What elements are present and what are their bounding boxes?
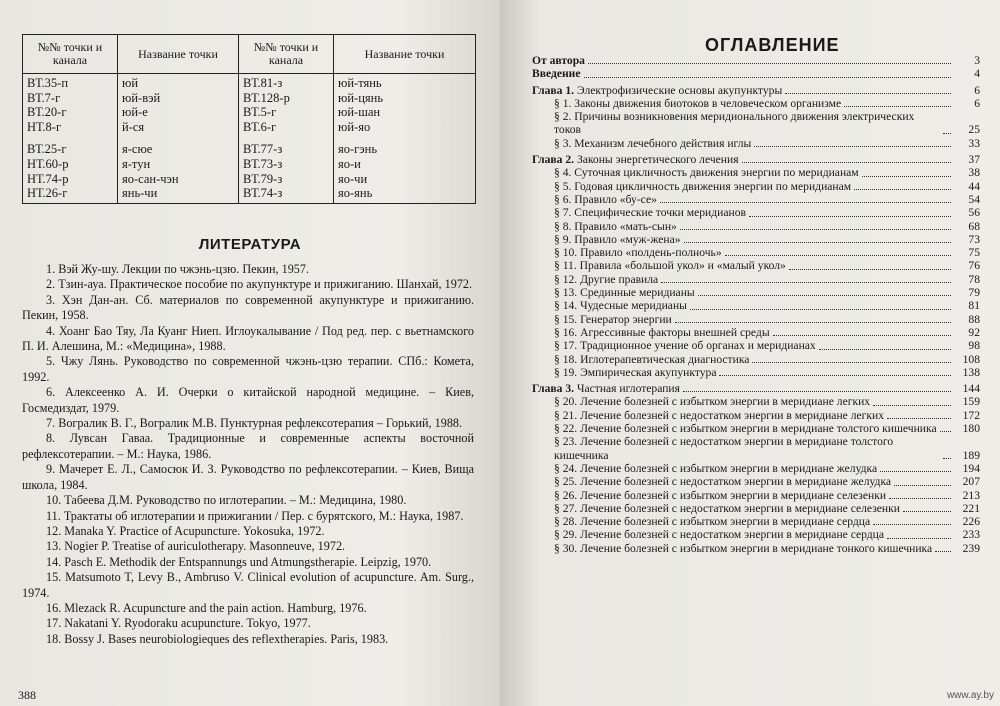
dot-leader [873,405,951,406]
dot-leader [588,63,951,64]
watermark-text: www.ay.by [946,690,994,701]
toc-page-number: 226 [962,515,980,529]
cell-line: яо-гэнь [338,142,378,157]
dot-leader [742,162,951,163]
cell-line: НТ.60-р [27,156,69,171]
chapter-label: Глава 1. [532,83,575,97]
reference-item: 8. Лувсан Гаваа. Традиционные и современные аспекты восточной рефлексотерапии. – М.: Наука, 1986. [22,431,474,461]
toc-page-number: 79 [968,286,980,300]
toc-entry-text: § 19. Эмпирическая акупунктура [554,365,717,379]
cell-line: ВТ.74-з [243,186,283,201]
cell-line: й-ся [122,119,145,134]
toc-entry [532,193,980,206]
toc-entry [532,97,980,110]
cell-line: ВТ.73-з [243,156,283,171]
toc-entry-text: § 6. Правило «бу-се» [554,192,657,206]
toc-page-number: 172 [962,408,980,422]
toc-entry [532,339,980,352]
toc-page-number: 98 [968,339,980,353]
dot-leader [684,242,951,243]
cell-line: юй-шан [338,105,381,120]
toc-entry [532,395,980,408]
toc-entry-text: § 15. Генератор энергии [554,312,672,326]
dot-leader [873,524,951,525]
dot-leader [725,255,951,256]
table-cell [118,74,239,204]
dot-leader [719,375,951,376]
toc-page-number: 37 [968,153,980,167]
acupoint-table [22,34,476,204]
cell-line: ВТ.128-р [243,90,290,105]
toc-entry [532,166,980,179]
cell-line: ВТ.5-г [243,105,277,120]
table-header: Название точки [334,35,476,74]
reference-item: 7. Вогралик В. Г., Вогралик М.В. Пунктурная рефлексотерапия – Горький, 1988. [46,416,463,431]
toc-entry [532,220,980,233]
toc-page-number: 180 [962,422,980,436]
table-cell [334,74,476,204]
toc-entry-text [532,84,782,97]
chapter-label: Глава 3. [532,382,575,396]
toc-entry [532,475,980,488]
toc-entry [532,326,980,339]
chapter-label: Глава 2. [532,153,575,167]
dot-leader [943,133,951,134]
toc-entry [532,206,980,219]
toc-page-number: 194 [962,461,980,475]
chapter-title: Законы энергетического лечения [576,153,739,167]
reference-item: 3. Хэн Дан-ан. Сб. материалов по современной акупунктуре и прижиганию. Пекин, 1958. [22,292,474,323]
toc-entry-text: § 23. Лечение болезней с недостатком энергии в меридиане толстого кишечника [554,435,894,462]
toc-entry [532,435,980,462]
toc-page-number: 76 [968,259,980,273]
chapter-title: Частная иглотерапия [576,382,680,396]
chapter-title: Электрофизические основы акупунктуры [576,83,783,97]
cell-line: ВТ.79-з [243,171,283,186]
cell-line: ВТ.25-г [27,142,67,157]
toc-page-number: 78 [968,272,980,286]
toc-entry [532,273,980,286]
toc-page-number: 144 [962,382,980,396]
dot-leader [754,146,951,147]
reference-item: 14. Pasch E. Methodik der Entspannungs und Atmungstherapie. Leipzig, 1970. [46,554,432,569]
reference-item: 13. Nogier P. Treatise of auriculotherapy. Masonneuve, 1972. [46,539,346,554]
dot-leader [935,551,951,552]
toc-entry [532,180,980,193]
toc-entry-text: § 26. Лечение болезней с избытком энергии в меридиане селезенки [554,488,887,502]
dot-leader [887,418,951,419]
toc-entry [532,233,980,246]
toc-page-number: 213 [962,488,980,502]
cell-line: НТ.74-р [27,171,69,186]
dot-leader [940,431,951,432]
toc-entry [532,422,980,435]
dot-leader [844,106,951,107]
cell-line: я-тун [122,156,151,171]
toc-page-number: 233 [962,528,980,542]
reference-item: 1. Вэй Жу-шу. Лекции по чжэнь-цзю. Пекин, 1957. [46,262,310,276]
toc-page-number: 88 [968,312,980,326]
table-cell [23,74,118,204]
toc-entry-text: § 9. Правило «муж-жена» [554,232,681,246]
toc-entry [532,462,980,475]
toc-entry-text: От автора [532,54,585,67]
cell-line: яо-сан-чэн [122,171,179,186]
page-number: 388 [18,688,36,702]
dot-leader [661,282,951,283]
toc-entry [532,54,980,67]
toc-entry [532,110,980,137]
dot-leader [785,93,951,94]
toc-page-number: 73 [968,232,980,246]
reference-list [22,262,474,647]
reference-item: 15. Matsumoto T, Levy B., Ambruso V. Clinical evolution of acupuncture. Am. Surg., 1974. [22,570,474,600]
toc-entry-text [532,153,739,166]
toc-page-number: 3 [974,54,980,67]
dot-leader [819,349,951,350]
toc-entry [532,502,980,515]
toc-page-number: 108 [962,352,980,366]
reference-item: 18. Bossy J. Bases neurobiologieques des reflextherapies. Paris, 1983. [46,631,389,646]
cell-line: юй-яо [338,119,371,134]
toc-page-number: 92 [968,325,980,339]
table-row [23,74,476,204]
toc-entry-text: § 8. Правило «мать-сын» [554,219,677,233]
toc-entry [532,259,980,272]
toc-page-number: 44 [968,179,980,193]
cell-line: юй-тянь [338,76,382,90]
dot-leader [894,485,951,486]
cell-line: юй-вэй [122,90,161,105]
cell-line: яо-янь [338,186,373,201]
toc-entry-text: § 1. Законы движения биотоков в человеческом организме [554,96,842,110]
toc-entry [532,353,980,366]
toc-entry-text: § 13. Срединные меридианы [554,286,695,300]
toc-entry [532,409,980,422]
table-header: №№ точки и канала [239,35,334,74]
table-cell [239,74,334,204]
cell-line: ВТ.35-п [27,76,69,90]
cell-line: ВТ.81-з [243,76,283,90]
toc-page-number: 138 [962,365,980,379]
dot-leader [943,458,951,459]
toc-entry-text: § 20. Лечение болезней с избытком энергии в меридиане легких [554,395,871,409]
cell-line: я-сюе [122,142,153,157]
dot-leader [680,229,951,230]
toc-entry-text: § 21. Лечение болезней с недостатком энергии в меридиане легких [554,408,885,422]
toc-entry [532,382,980,395]
reference-item: 16. Mlezack R. Acupuncture and the pain action. Hamburg, 1976. [46,600,367,615]
cell-line: юй [122,76,139,90]
reference-item: 4. Хоанг Бао Тяу, Ла Куанг Ниеп. Иглоукалывание / Под ред. пер. с вьетнамского П. И. Алешина, М.: «Медицина», 1988. [22,323,474,354]
dot-leader [584,77,951,78]
cell-line: юй-е [122,105,148,120]
cell-line: янь-чи [122,186,158,201]
toc-entry-text: § 5. Годовая цикличность движения энергии по меридианам [554,179,852,193]
toc-page-number: 54 [968,192,980,206]
toc-entry [532,286,980,299]
reference-item: 12. Manaka Y. Practice of Acupuncture. Yokosuka, 1972. [46,523,325,538]
toc-page-number: 75 [968,246,980,260]
toc-entry [532,515,980,528]
table-header: Название точки [118,35,239,74]
table-header-row [23,35,476,74]
toc-page-number: 239 [962,541,980,555]
toc-entry-text: § 7. Специфические точки меридианов [554,206,746,220]
toc-entry-text: § 24. Лечение болезней с избытком энергии в меридиане желудка [554,461,878,475]
reference-item: 9. Мачерет Е. Л., Самосюк И. З. Руководство по рефлексотерапии. – Киев, Вища школа, 1984. [22,462,474,492]
cell-line: НТ.8-г [27,119,62,134]
cell-line: НТ.26-г [27,186,68,201]
toc-entry-text: § 14. Чудесные меридианы [554,299,687,313]
cell-line: ВТ.20-г [27,105,67,120]
toc-page-number: 33 [968,136,980,150]
dot-leader [690,309,951,310]
dot-leader [683,391,951,392]
toc-entry-text: § 12. Другие правила [554,272,659,286]
toc-page-number: 68 [968,219,980,233]
toc-entry [532,137,980,150]
reference-item: 5. Чжу Лянь. Руководство по современной чжэнь-цзю терапии. СПб.: Комета, 1992. [22,354,474,384]
toc-page-number: 38 [968,166,980,180]
reference-item: 10. Табеева Д.М. Руководство по иглотерапии. – М.: Медицина, 1980. [46,493,407,508]
dot-leader [854,189,951,190]
toc-page-number: 207 [962,475,980,489]
table-of-contents [532,54,980,555]
toc-page-number: 81 [968,299,980,313]
toc-entry-text: § 18. Иглотерапевтическая диагностика [554,352,750,366]
dot-leader [698,295,951,296]
toc-entry-text: § 22. Лечение болезней с избытком энергии в меридиане толстого кишечника [554,422,937,436]
toc-entry-text: Введение [532,67,581,81]
toc-entry-text: § 10. Правило «полдень-полночь» [554,246,722,260]
table-header: №№ точки и канала [23,35,118,74]
toc-entry [532,299,980,312]
toc-entry-text: § 16. Агрессивные факторы внешней среды [554,325,770,339]
toc-entry-text: § 25. Лечение болезней с недостатком энергии в меридиане желудка [554,475,892,489]
toc-page-number: 25 [968,123,980,137]
toc-entry [532,542,980,555]
toc-page-number: 221 [962,501,980,515]
reference-item: 11. Трактаты об иглотерапии и прижигании / Пер. с бурятского, М.: Наука, 1987. [46,508,464,523]
cell-line: ВТ.7-г [27,90,61,105]
dot-leader [660,202,951,203]
dot-leader [903,511,951,512]
toc-entry [532,153,980,166]
dot-leader [749,216,951,217]
reference-item: 6. Алексеенко А. И. Очерки о китайской народной медицине. – Киев, Госмедиздат, 1979. [22,385,474,415]
toc-page-number: 6 [974,83,980,97]
toc-entry [532,84,980,97]
toc-entry [532,489,980,502]
reference-item: 17. Nakatani Y. Ryodoraku acupuncture. Tokyo, 1977. [46,616,311,631]
toc-page-number: 6 [974,96,980,110]
toc-page-number: 189 [962,448,980,462]
toc-entry-text: § 2. Причины возникновения меридионального движения электрических токов [554,110,915,137]
toc-entry [532,313,980,326]
dot-leader [773,335,951,336]
literature-title: ЛИТЕРАТУРА [198,236,302,253]
toc-entry-text [532,382,680,395]
toc-title: ОГЛАВЛЕНИЕ [705,35,840,55]
reference-item: 2. Тзин-ауа. Практическое пособие по акупунктуре и прижиганию. Шанхай, 1972. [46,277,473,292]
toc-entry [532,528,980,541]
toc-entry [532,366,980,379]
toc-entry-text: § 30. Лечение болезней с избытком энергии в меридиане тонкого кишечника [554,541,933,555]
toc-page-number: 4 [974,67,980,81]
dot-leader [862,176,951,177]
dot-leader [880,471,951,472]
cell-line: яо-чи [338,171,368,186]
toc-entry [532,67,980,80]
toc-entry-text: § 28. Лечение болезней с избытком энергии в меридиане сердца [554,515,871,529]
cell-line: яо-и [338,156,361,171]
toc-entry-text: § 29. Лечение болезней с недостатком энергии в меридиане сердца [554,528,885,542]
dot-leader [675,322,951,323]
toc-entry-text: § 3. Механизм лечебного действия иглы [554,136,752,150]
toc-entry-text: § 17. Традиционное учение об органах и меридианах [554,339,816,353]
cell-line: юй-цянь [338,90,384,105]
dot-leader [889,498,951,499]
toc-entry-text: § 4. Суточная цикличность движения энергии по меридианам [554,166,859,180]
toc-page-number: 159 [962,395,980,409]
cell-line: ВТ.77-з [243,142,283,157]
toc-page-number: 56 [968,206,980,220]
toc-entry-text: § 27. Лечение болезней с недостатком энергии в меридиане селезенки [554,501,900,515]
toc-entry [532,246,980,259]
dot-leader [752,362,951,363]
dot-leader [887,538,951,539]
dot-leader [789,269,951,270]
cell-line: ВТ.6-г [243,119,277,134]
toc-entry-text: § 11. Правила «большой укол» и «малый укол» [554,259,786,273]
